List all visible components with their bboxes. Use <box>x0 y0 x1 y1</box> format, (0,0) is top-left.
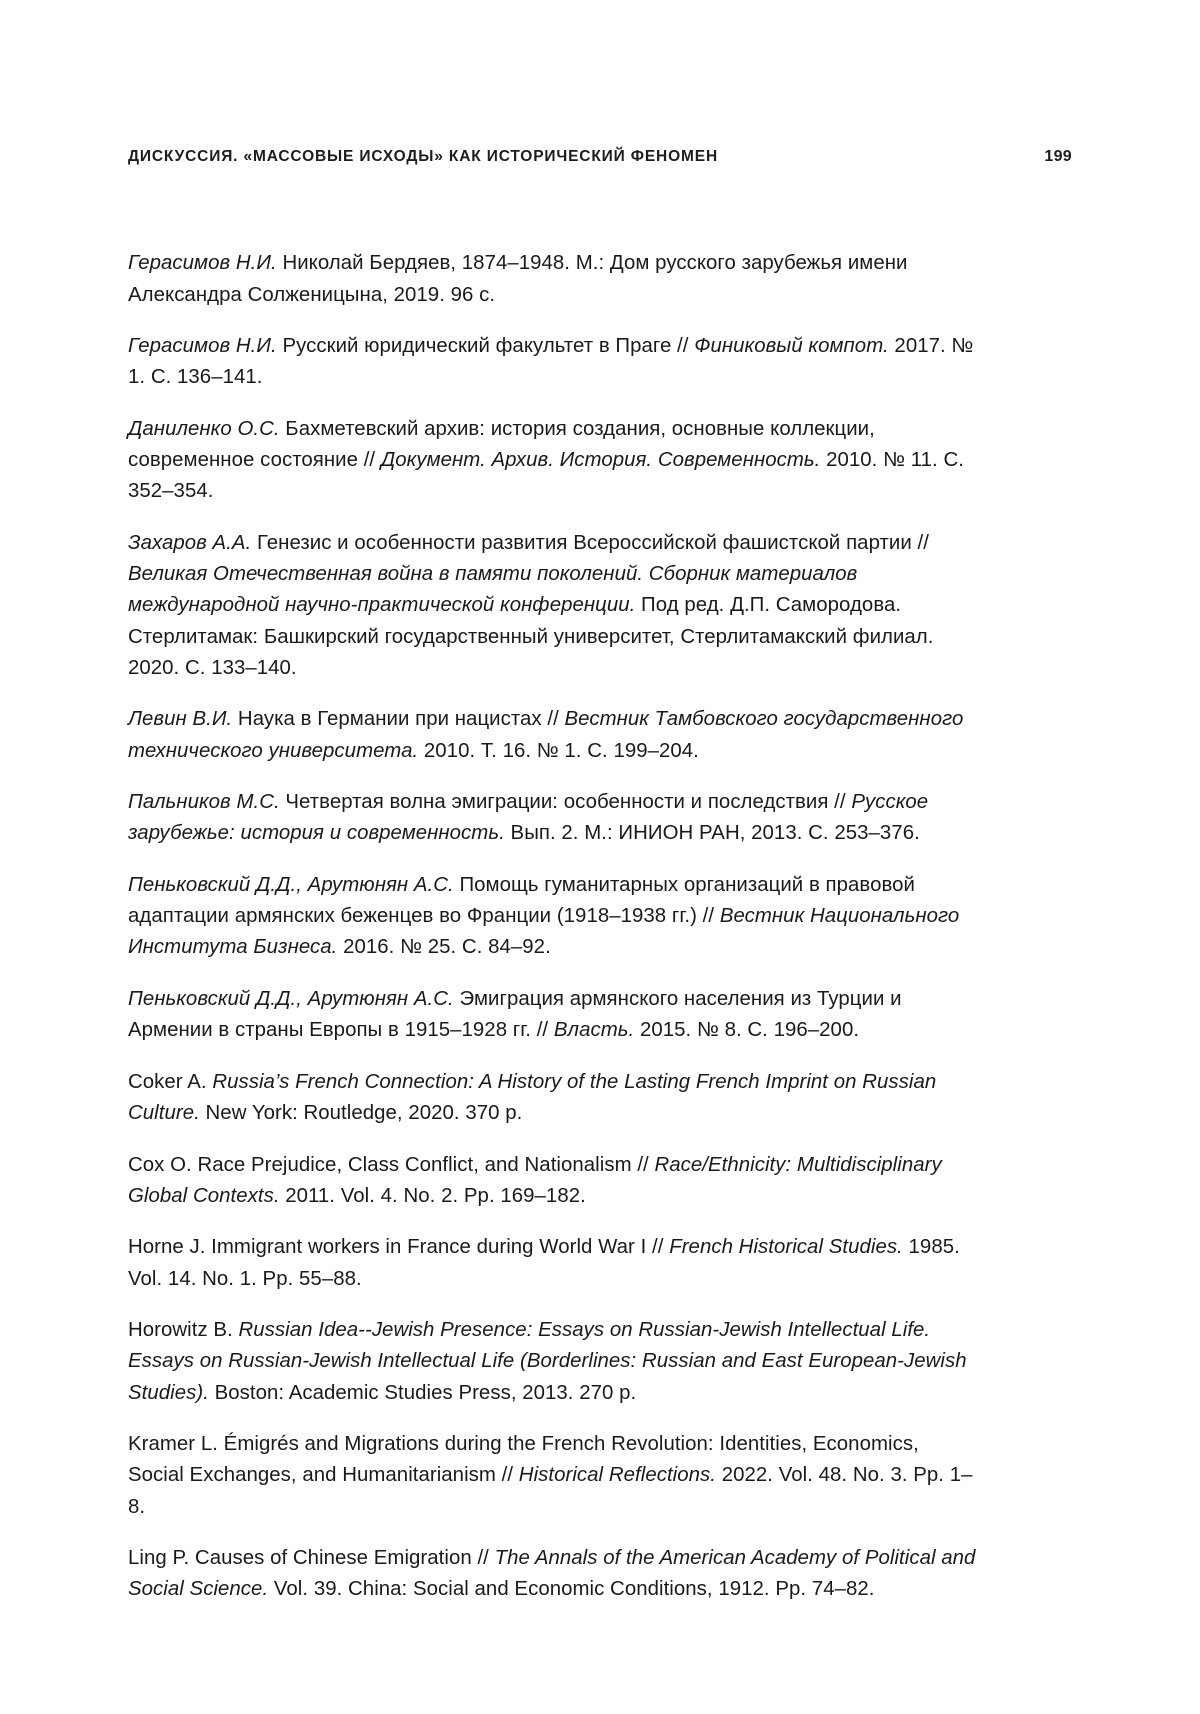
reference-text: Помощь гуманитарных организаций в правовой адаптации армянских беженцев во Франции (1918–1938 гг.) // <box>128 873 915 928</box>
reference-text: Вып. 2. М.: ИНИОН РАН, 2013. С. 253–376. <box>504 822 920 845</box>
reference-text: Horne J. Immigrant workers in France during World War I // <box>128 1236 670 1259</box>
reference-text: Эмиграция армянского населения из Турции и Армении в страны Европы в 1915–1928 гг. // <box>128 987 902 1042</box>
reference-entry <box>128 1232 976 1294</box>
reference-text: Генезис и особенности развития Всероссийской фашистской партии // <box>251 531 929 554</box>
running-head <box>128 148 1072 166</box>
reference-title-italic: Пальников М.С. <box>128 791 280 814</box>
reference-title-italic: Левин В.И. <box>128 708 233 731</box>
reference-text: 2011. Vol. 4. No. 2. Pp. 169–182. <box>279 1184 586 1207</box>
reference-text: Наука в Германии при нацистах // <box>232 708 565 731</box>
reference-text: Cox O. Race Prejudice, Class Conflict, and Nationalism // <box>128 1153 655 1176</box>
reference-title-italic: Race/Ethnicity: Multidisciplinary Global Contexts. <box>128 1153 942 1207</box>
reference-text: Kramer L. Émigrés and Migrations during the French Revolution: Identities, Economics, Social Exchanges, and Humanitarianism // <box>128 1433 919 1487</box>
reference-text: Николай Бердяев, 1874–1948. М.: Дом русского зарубежья имени Александра Солженицына, 2019. 96 с. <box>128 252 908 306</box>
reference-text: Русский юридический факультет в Праге // <box>276 335 695 358</box>
page-number: 199 <box>1044 148 1072 165</box>
reference-entry <box>128 1543 976 1605</box>
reference-text: 2022. Vol. 48. No. 3. Pp. 1–8. <box>128 1464 973 1518</box>
reference-text: Boston: Academic Studies Press, 2013. 270 p. <box>208 1381 637 1404</box>
reference-text: Horowitz B. <box>128 1319 239 1342</box>
reference-text: Coker A. <box>128 1070 213 1093</box>
reference-title-italic: Russian Idea--Jewish Presence: Essays on Russian-Jewish Intellectual Life. Essays on Russian-Jewish Intellectual Life (Borderlines: Russian and East European-Jewish Studies). <box>128 1319 967 1404</box>
reference-text: Бахметевский архив: история создания, основные коллекции, современное состояние // <box>128 417 875 472</box>
reference-entry <box>128 1067 976 1129</box>
reference-title-italic: Великая Отечественная война в памяти поколений. Сборник материалов международной научно-практической конференции. <box>128 563 858 617</box>
reference-entry <box>128 331 976 393</box>
reference-text: 2016. № 25. С. 84–92. <box>337 936 551 959</box>
reference-title-italic: Вестник Тамбовского государственного технического университета. <box>128 708 964 762</box>
reference-title-italic: Russia’s French Connection: A History of the Lasting French Imprint on Russian Culture. <box>128 1070 937 1124</box>
reference-title-italic: Финиковый компот. <box>694 335 889 358</box>
reference-entry <box>128 984 976 1046</box>
reference-title-italic: The Annals of the American Academy of Political and Social Science. <box>128 1547 976 1601</box>
reference-entry <box>128 704 976 766</box>
reference-text: Ling P. Causes of Chinese Emigration // <box>128 1547 495 1570</box>
reference-entry <box>128 528 976 684</box>
reference-text: Vol. 39. China: Social and Economic Conditions, 1912. Pp. 74–82. <box>268 1578 875 1601</box>
reference-entry <box>128 248 976 310</box>
reference-text: 1985. Vol. 14. No. 1. Pp. 55–88. <box>128 1236 960 1290</box>
reference-title-italic: Пеньковский Д.Д., Арутюнян А.С. <box>128 987 454 1010</box>
reference-text: 2017. № 1. С. 136–141. <box>128 335 974 389</box>
reference-entry <box>128 1315 976 1409</box>
reference-list <box>128 228 976 1614</box>
reference-title-italic: Захаров А.А. <box>128 531 252 554</box>
reference-entry <box>128 870 976 964</box>
reference-text: New York: Routledge, 2020. 370 p. <box>199 1101 523 1124</box>
reference-title-italic: Historical Reflections. <box>518 1464 716 1487</box>
reference-title-italic: Документ. Архив. История. Современность. <box>380 449 821 472</box>
reference-title-italic: Пеньковский Д.Д., Арутюнян А.С. <box>128 873 454 896</box>
reference-title-italic: Власть. <box>553 1019 635 1042</box>
reference-entry <box>128 1150 976 1212</box>
reference-text: 2015. № 8. С. 196–200. <box>634 1019 860 1042</box>
reference-title-italic: French Historical Studies. <box>669 1236 903 1259</box>
reference-entry <box>128 1429 976 1523</box>
reference-entry <box>128 787 976 849</box>
reference-title-italic: Герасимов Н.И. <box>128 252 277 275</box>
reference-title-italic: Даниленко О.С. <box>128 417 280 440</box>
reference-title-italic: Вестник Национального Института Бизнеса. <box>128 905 960 959</box>
reference-title-italic: Русское зарубежье: история и современность. <box>128 791 929 845</box>
reference-entry <box>128 414 976 508</box>
reference-title-italic: Герасимов Н.И. <box>128 335 277 358</box>
reference-text: 2010. Т. 16. № 1. С. 199–204. <box>418 739 699 762</box>
running-head-title: ДИСКУССИЯ. «МАССОВЫЕ ИСХОДЫ» КАК ИСТОРИЧЕСКИЙ ФЕНОМЕН <box>128 148 719 165</box>
reference-text: Четвертая волна эмиграции: особенности и последствия // <box>279 791 852 814</box>
reference-text: Под ред. Д.П. Самородова. Стерлитамак: Башкирский государственный университет, Стерлитамакский филиал. 2020. С. 133–140. <box>128 594 934 679</box>
reference-text: 2010. № 11. С. 352–354. <box>128 449 964 503</box>
